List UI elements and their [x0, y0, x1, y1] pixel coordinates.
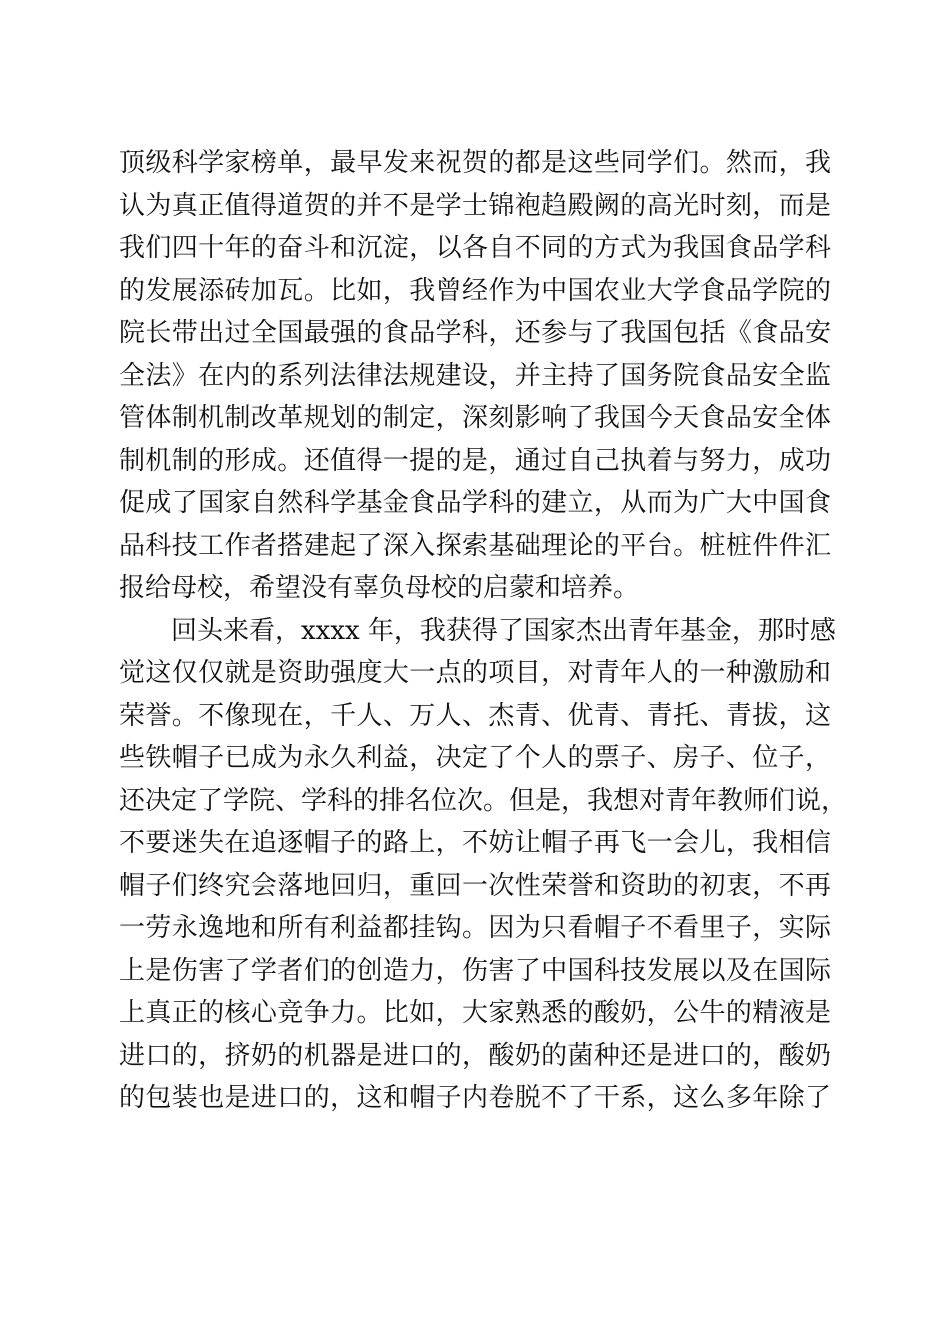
text-line: 回头来看，xxxx 年，我获得了国家杰出青年基金，那时感 [171, 615, 836, 646]
paragraph-2 [119, 610, 848, 1120]
text-line: 制机制的形成。还值得一提的是，通过自己执着与努力，成功 [119, 445, 831, 476]
text-line: 荣誉。不像现在，千人、万人、杰青、优青、青托、青拔，这 [119, 700, 831, 731]
text-line: 顶级科学家榜单，最早发来祝贺的都是这些同学们。然而，我 [119, 148, 831, 178]
text-line: 觉这仅仅就是资助强度大一点的项目，对青年人的一种激励和 [119, 658, 831, 688]
text-line: 认为真正值得道贺的并不是学士锦袍趋殿阙的高光时刻，而是 [119, 190, 831, 221]
text-line: 院长带出过全国最强的食品学科，还参与了我国包括《食品安 [119, 318, 831, 348]
text-line: 管体制机制改革规划的制定，深刻影响了我国今天食品安全体 [119, 403, 831, 433]
paragraph-1 [119, 142, 831, 610]
text-line: 报给母校，希望没有辜负母校的启蒙和培养。 [119, 573, 640, 603]
text-line: 的包装也是进口的，这和帽子内卷脱不了干系，这么多年除了 [119, 1083, 831, 1113]
text-line: 帽子们终究会落地回归，重回一次性荣誉和资助的初衷，不再 [119, 870, 831, 901]
text-line: 上真正的核心竞争力。比如，大家熟悉的酸奶，公牛的精液是 [119, 998, 831, 1028]
text-line: 品科技工作者搭建起了深入探索基础理论的平台。桩桩件件汇 [119, 530, 831, 561]
text-line: 上是伤害了学者们的创造力，伤害了中国科技发展以及在国际 [119, 955, 831, 986]
text-line: 些铁帽子已成为永久利益，决定了个人的票子、房子、位子， [119, 743, 831, 773]
body-text [119, 142, 848, 1120]
text-line: 我们四十年的奋斗和沉淀，以各自不同的方式为我国食品学科 [119, 233, 831, 263]
text-line: 的发展添砖加瓦。比如，我曾经作为中国农业大学食品学院的 [119, 275, 831, 306]
text-line: 促成了国家自然科学基金食品学科的建立，从而为广大中国食 [119, 488, 831, 518]
text-line: 进口的，挤奶的机器是进口的，酸奶的菌种还是进口的，酸奶 [119, 1040, 831, 1071]
text-line: 全法》在内的系列法律法规建设，并主持了国务院食品安全监 [119, 360, 831, 391]
text-line: 一劳永逸地和所有利益都挂钩。因为只看帽子不看里子，实际 [119, 913, 831, 943]
text-line: 还决定了学院、学科的排名位次。但是，我想对青年教师们说， [119, 785, 848, 816]
text-line: 不要迷失在追逐帽子的路上，不妨让帽子再飞一会儿，我相信 [119, 828, 831, 858]
